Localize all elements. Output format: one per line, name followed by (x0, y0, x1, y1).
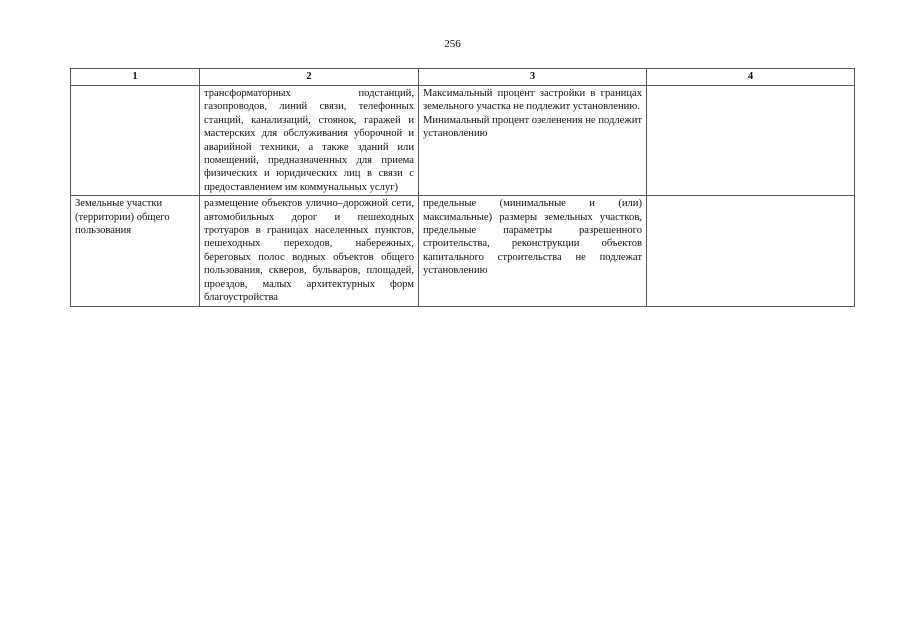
parameters-cell (419, 196, 647, 306)
regulations-table (70, 68, 855, 307)
zone-name-cell: Земельные участки (территории) общего пользования (71, 196, 200, 306)
column-header-3: 3 (419, 69, 647, 86)
permitted-use-cell: трансформаторных подстанций, газопроводов, линий связи, телефонных станций, канализаций, стоянок, гаражей и мастерских для обслуживания уборочной и аварийной техники, а также зданий или помещений, предназначенных для приема физических и юридических лиц в связи с предоставлением им коммунальных услуг) (200, 86, 419, 196)
notes-cell (647, 196, 855, 306)
column-header-4: 4 (647, 69, 855, 86)
table-row (71, 196, 855, 306)
page-number: 256 (444, 38, 461, 50)
parameters-paragraph: Минимальный процент озеленения не подлежит установлению (423, 114, 642, 140)
column-header-2: 2 (200, 69, 419, 86)
permitted-use-cell: размещение объектов улично–дорожной сети, автомобильных дорог и пешеходных тротуаров в границах населенных пунктов, пешеходных переходов, набережных, береговых полос водных объектов общего пользования, скверов, бульваров, площадей, проездов, малых архитектурных форм благоустройства (200, 196, 419, 306)
parameters-paragraph: предельные (минимальные и (или) максимальные) размеры земельных участков, предельные параметры разрешенного строительства, реконструкции объектов капитального строительства не подлежат установлению (423, 198, 642, 277)
column-header-1: 1 (71, 69, 200, 86)
table-header-row (71, 69, 855, 86)
zone-name-cell (71, 86, 200, 196)
parameters-cell (419, 86, 647, 196)
parameters-paragraph: Максимальный процент застройки в границах земельного участка не подлежит установлению. (423, 88, 642, 113)
table-row (71, 86, 855, 196)
notes-cell (647, 86, 855, 196)
